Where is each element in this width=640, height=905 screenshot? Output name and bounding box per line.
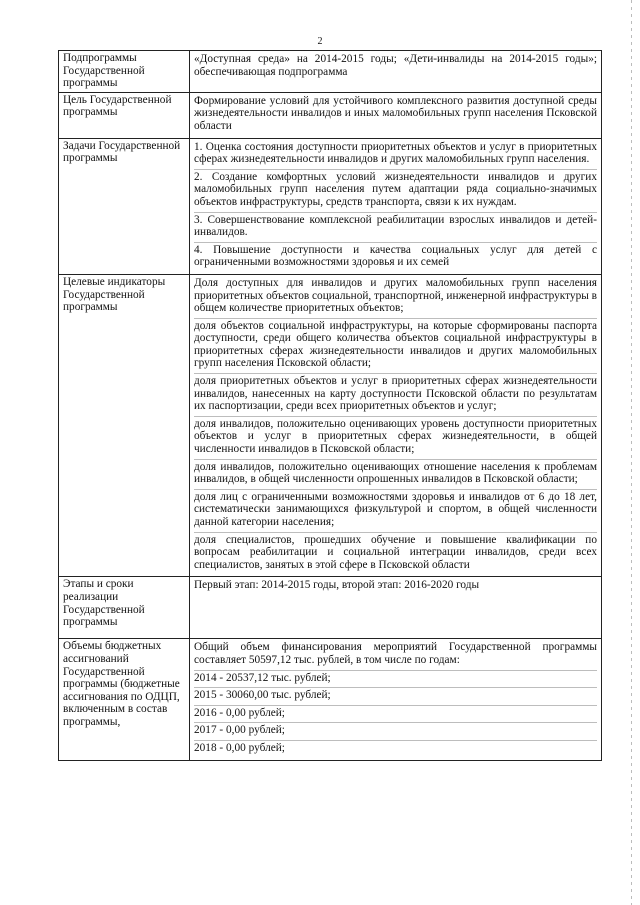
paragraph: Общий объем финансирования мероприятий Государственной программы составляет 50597,12 тыс. рублей, в том числе по годам:	[194, 640, 597, 670]
row-content	[190, 92, 602, 138]
row-label: Подпрограммы Государственной программы	[59, 51, 190, 93]
row-label: Целевые индикаторы Государственной программы	[59, 274, 190, 576]
paragraph: 2016 - 0,00 рублей;	[194, 706, 597, 724]
row-content	[190, 639, 602, 760]
paragraph: 2015 - 30060,00 тыс. рублей;	[194, 688, 597, 706]
paragraph: доля лиц с ограниченными возможностями здоровья и инвалидов от 6 до 18 лет, систематически занимающихся физкультурой и спортом, в общей численности данной категории населения;	[194, 490, 597, 533]
paragraph: Первый этап: 2014-2015 годы, второй этап: 2016-2020 годы	[194, 579, 480, 592]
paragraph: Доля доступных для инвалидов и других маломобильных групп населения приоритетных объектов социальной, транспортной, инженерной инфраструктуры в общем количестве приоритетных объектов;	[194, 276, 597, 319]
row-content	[190, 577, 602, 639]
scan-edge-divider	[631, 0, 632, 905]
row-content	[190, 274, 602, 576]
program-passport-table	[58, 50, 602, 761]
table-row-goal	[59, 92, 602, 138]
paragraph: доля инвалидов, положительно оценивающих уровень доступности приоритетных объектов и услуг в приоритетных сферах жизнедеятельности, в общей численности инвалидов в Псковской области;	[194, 417, 597, 460]
paragraph: 4. Повышение доступности и качества социальных услуг для детей с ограниченными возможностями здоровья и их семей	[194, 243, 597, 269]
paragraph: 1. Оценка состояния доступности приоритетных объектов и услуг в приоритетных сферах жизнедеятельности инвалидов и других маломобильных групп населения.	[194, 140, 597, 170]
row-label: Цель Государственной программы	[59, 92, 190, 138]
page-number: 2	[317, 36, 323, 47]
paragraph: 2. Создание комфортных условий жизнедеятельности инвалидов и других маломобильных групп населения путем адаптации ряда социально-значимых объектов инфраструктуры, средств транспорта, связи к их нуждам.	[194, 170, 597, 213]
row-content	[190, 138, 602, 274]
table-row-tasks	[59, 138, 602, 274]
row-label: Задачи Государственной программы	[59, 138, 190, 274]
table-row-stages	[59, 577, 602, 639]
table-row-funding	[59, 639, 602, 760]
paragraph: доля объектов социальной инфраструктуры, на которые сформированы паспорта доступности, среди общего количества объектов социальной инфраструктуры в приоритетных сферах жизнедеятельности инвалидов и других маломобильных групп населения Псковской области;	[194, 319, 597, 374]
paragraph: Формирование условий для устойчивого комплексного развития доступной среды жизнедеятельности инвалидов и иных маломобильных групп населения Псковской области	[194, 94, 597, 132]
paragraph: 2018 - 0,00 рублей;	[194, 741, 285, 754]
paragraph: 2017 - 0,00 рублей;	[194, 723, 597, 741]
paragraph: 2014 - 20537,12 тыс. рублей;	[194, 671, 597, 689]
table-row-subprograms	[59, 51, 602, 93]
row-label: Этапы и сроки реализации Государственной программы	[59, 577, 190, 639]
table-row-indicators	[59, 274, 602, 576]
row-label: Объемы бюджетных ассигнований Государственной программы (бюджетные ассигнования по ОДЦП, включенным в состав программы,	[59, 639, 190, 760]
paragraph: доля специалистов, прошедших обучение и повышение квалификации по вопросам реабилитации и социальной интеграции инвалидов, среди всех специалистов, занятых в этой сфере в Псковской области	[194, 533, 597, 571]
paragraph: доля приоритетных объектов и услуг в приоритетных сферах жизнедеятельности инвалидов, нанесенных на карту доступности Псковской области по результатам их паспортизации, среди всех приоритетных объектов и услуг;	[194, 374, 597, 417]
row-content	[190, 51, 602, 93]
paragraph: «Доступная среда» на 2014-2015 годы; «Дети-инвалиды на 2014-2015 годы»; обеспечивающая подпрограмма	[194, 53, 597, 78]
paragraph: 3. Совершенствование комплексной реабилитации взрослых инвалидов и детей-инвалидов.	[194, 213, 597, 243]
paragraph: доля инвалидов, положительно оценивающих отношение населения к проблемам инвалидов, в общей численности опрошенных инвалидов в Псковской области;	[194, 460, 597, 490]
